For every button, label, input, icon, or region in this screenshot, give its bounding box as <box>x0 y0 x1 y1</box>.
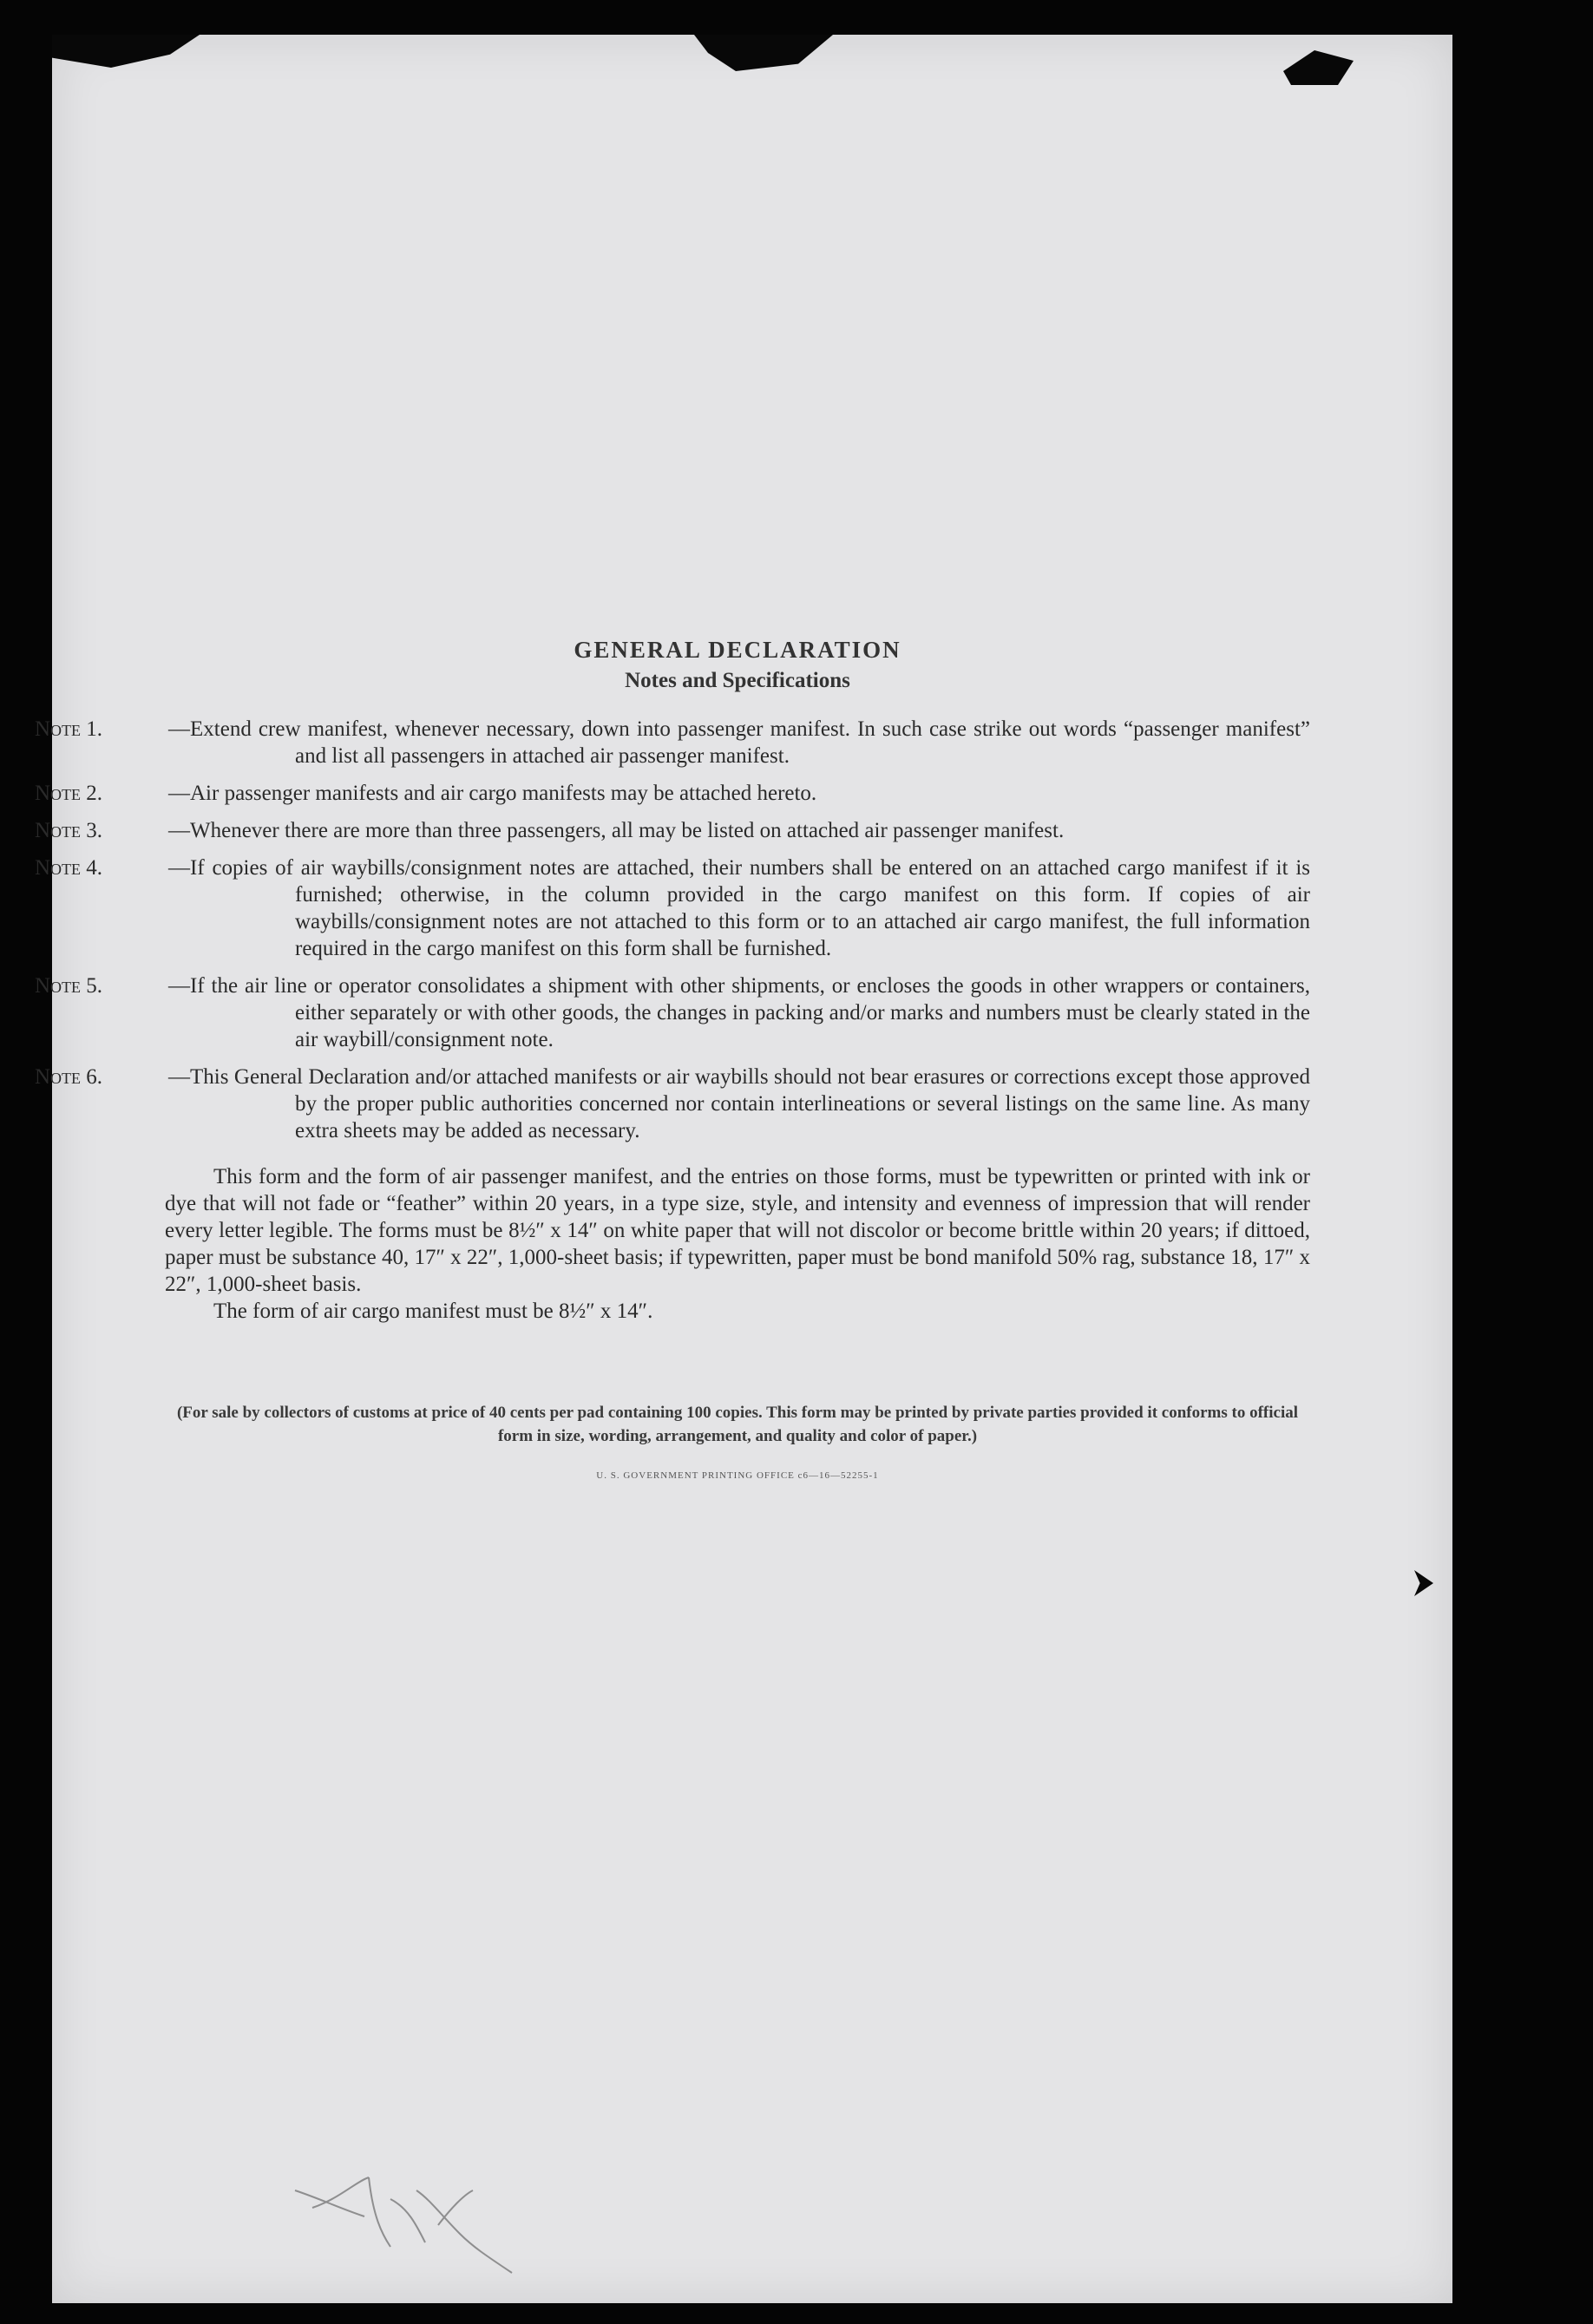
printing-office-imprint: U. S. GOVERNMENT PRINTING OFFICE c6—16—52255-1 <box>596 1470 879 1481</box>
note-1 <box>165 716 1310 769</box>
handwritten-signature <box>286 2164 547 2277</box>
note-5 <box>165 972 1310 1053</box>
note-text: —If copies of air waybills/consignment notes are attached, their numbers shall be entered on an attached cargo manifest if it is furnished; otherwise, in the column provided in the cargo manifest on this form. If copies of air waybills/consignment notes are not attached to this form or to an attached air cargo manifest, the full information required in the cargo manifest on this form shall be furnished. <box>168 856 1310 960</box>
punch-mark <box>1414 1570 1433 1596</box>
page-title: GENERAL DECLARATION <box>574 637 901 663</box>
note-6 <box>165 1064 1310 1144</box>
torn-edge-center <box>694 35 833 71</box>
note-text: —This General Declaration and/or attached manifests or air waybills should not bear erasures or corrections except those approved by the proper public authorities concerned nor contain interlineations or several listings on the same line. As many extra sheets may be added as necessary. <box>168 1065 1310 1142</box>
note-2 <box>165 780 1310 807</box>
note-4 <box>165 854 1310 962</box>
declaration-content <box>165 607 1310 1481</box>
torn-edge-left <box>52 35 200 68</box>
note-3 <box>165 817 1310 844</box>
sale-notice: (For sale by collectors of customs at price of 40 cents per pad containing 100 copies. This form may be printed by private parties provided it conforms to official form in size, wording, arrangement, and quality and color of paper.) <box>176 1404 1299 1445</box>
note-text: —Air passenger manifests and air cargo manifests may be attached hereto. <box>168 782 817 805</box>
torn-edge-right <box>1275 50 1354 85</box>
note-text: —Whenever there are more than three passengers, all may be listed on attached air passenger manifest. <box>168 819 1065 842</box>
note-text: —If the air line or operator consolidates a shipment with other shipments, or encloses the goods in other wrappers or containers, either separately or with other goods, the changes in packing and/or marks and numbers must be clearly stated in the air waybill/consignment note. <box>168 974 1310 1051</box>
cargo-manifest-size-paragraph: The form of air cargo manifest must be 8½″ x 14″. <box>213 1299 653 1323</box>
note-text: —Extend crew manifest, whenever necessary, down into passenger manifest. In such case strike out words “passenger manifest” and list all passengers in attached air passenger manifest. <box>168 717 1310 768</box>
page-subtitle: Notes and Specifications <box>625 669 850 692</box>
paper-specification-paragraph: This form and the form of air passenger manifest, and the entries on those forms, must be typewritten or printed with ink or dye that will not fade or “feather” within 20 years, in a type size, style, and intensity and evenness of impression that will render every letter legible. The forms must be 8½″ x 14″ on white paper that will not discolor or become brittle within 20 years; if dittoed, paper must be substance 40, 17″ x 22″, 1,000-sheet basis; if typewritten, paper must be bond manifold 50% rag, substance 18, 17″ x 22″, 1,000-sheet basis. <box>165 1165 1310 1296</box>
